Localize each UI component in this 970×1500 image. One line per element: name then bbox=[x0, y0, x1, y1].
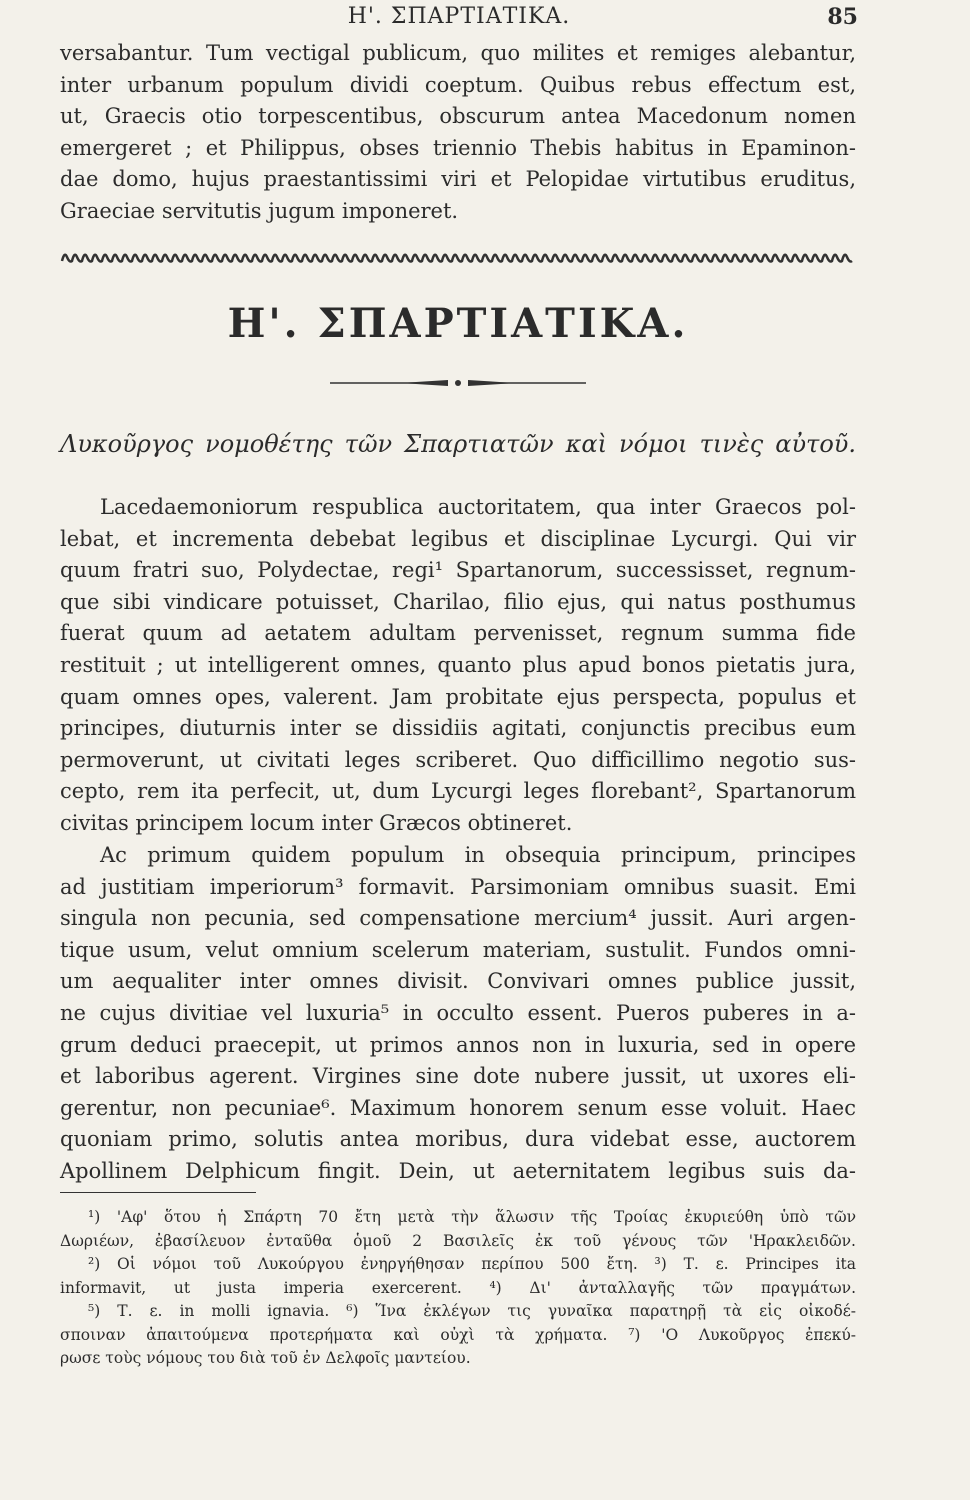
text-line: cepto, rem ita perfecit, ut, dum Lycurgi leges florebant², Spartanorum bbox=[60, 779, 856, 804]
text-line: ad justitiam imperiorum³ formavit. Parsimoniam omnibus suasit. Emi bbox=[60, 874, 856, 899]
text-line: que sibi vindicare potuisset, Charilao, filio ejus, qui natus posthumus bbox=[60, 589, 856, 614]
footnotes bbox=[60, 1206, 856, 1371]
text-line: quum fratri suo, Polydectae, regi¹ Spartanorum, successisset, regnum- bbox=[60, 558, 856, 583]
text-line: civitas principem locum inter Græcos obtineret. bbox=[60, 810, 573, 835]
footnote-line: ²) Οἱ νόμοι τοῦ Λυκούργου ἐνηργήθησαν περίπου 500 ἔτη. ³) Τ. ε. Principes ita bbox=[88, 1255, 856, 1273]
section-subtitle: Λυκοῦργος νομοθέτης τῶν Σπαρτιατῶν καὶ νόμοι τινὲς αὐτοῦ. bbox=[60, 430, 856, 458]
footnote-line: ρωσε τοὺς νόμους του διὰ τοῦ ἐν Δελφοῖς μαντείου. bbox=[60, 1349, 471, 1367]
text-line: singula non pecunia, sed compensatione mercium⁴ jussit. Auri argen- bbox=[60, 906, 856, 931]
footnote-rule bbox=[60, 1192, 256, 1193]
text-line: Ac primum quidem populum in obsequia principum, principes bbox=[100, 843, 856, 867]
text-line: Graeciae servitutis jugum imponeret. bbox=[60, 198, 459, 223]
text-line: versabantur. Tum vectigal publicum, quo milites et remiges alebantur, bbox=[60, 41, 856, 65]
wavy-ornament-divider bbox=[60, 245, 856, 271]
running-head-title: Η'. ΣΠΑΡΤΙΑΤΙΚΑ. bbox=[347, 4, 571, 29]
body-paragraph-2 bbox=[60, 840, 856, 1188]
text-line: Lacedaemoniorum respublica auctoritatem, qua inter Graecos pol- bbox=[100, 495, 856, 519]
page-number: 85 bbox=[827, 4, 858, 30]
footnote-line: ¹) 'Αφ' ὅτου ἡ Σπάρτη 70 ἔτη μετὰ τὴν ἅλωσιν τῆς Τροίας ἐκυριεύθη ὑπὸ τῶν bbox=[88, 1208, 856, 1226]
text-line: ut, Graecis otio torpescentibus, obscurum antea Macedonum nomen bbox=[60, 104, 856, 129]
text-line: tique usum, velut omnium scelerum materiam, sustulit. Fundos omni- bbox=[60, 937, 856, 962]
text-line: gerentur, non pecuniae⁶. Maximum honorem senum esse voluit. Haec bbox=[60, 1095, 856, 1120]
top-paragraph bbox=[60, 38, 856, 228]
text-line: um aequaliter inter omnes divisit. Convivari omnes publice jussit, bbox=[60, 969, 856, 994]
text-line: restituit ; ut intelligerent omnes, quanto plus apud bonos pietatis jura, bbox=[60, 652, 856, 677]
footnote-line: Δωριέων, ἐβασίλευον ἐνταῦθα ὁμοῦ 2 Βασιλεῖς ἐκ τοῦ γένους τῶν 'Ηρακλειδῶν. bbox=[60, 1231, 856, 1250]
text-line: Apollinem Delphicum fingit. Dein, ut aeternitatem legibus suis da- bbox=[60, 1158, 856, 1183]
text-line: quam omnes opes, valerent. Jam probitate ejus perspecta, populus et bbox=[60, 684, 856, 709]
section-title: Η'. ΣΠΑΡΤΙΑΤΙΚΑ. bbox=[227, 300, 689, 347]
text-line: dae domo, hujus praestantissimi viri et Pelopidae virtutibus eruditus, bbox=[60, 167, 856, 192]
text-line: quoniam primo, solutis antea moribus, dura videbat esse, auctorem bbox=[60, 1127, 856, 1152]
text-line: permoverunt, ut civitati leges scriberet. Quo difficillimo negotio sus- bbox=[60, 747, 856, 772]
text-line: inter urbanum populum dividi coeptum. Quibus rebus effectum est, bbox=[60, 72, 856, 97]
footnote-line: informavit, ut justa imperia exercerent. ⁴) Δι' ἀνταλλαγῆς τῶν πραγμάτων. bbox=[60, 1278, 856, 1297]
running-head bbox=[60, 4, 858, 32]
text-line: fuerat quum ad aetatem adultam pervenisset, regnum summa fide bbox=[60, 621, 856, 646]
text-line: ne cujus divitiae vel luxuria⁵ in occulto essent. Pueros puberes in a- bbox=[60, 1000, 856, 1025]
text-line: lebat, et incrementa debebat legibus et disciplinae Lycurgi. Qui vir bbox=[60, 526, 856, 551]
title-ornament-rule bbox=[330, 374, 586, 386]
body-paragraph-1 bbox=[60, 492, 856, 840]
text-line: principes, diuturnis inter se dissidiis agitati, conjunctis precibus eum bbox=[60, 716, 856, 741]
footnote-line: σποιναν ἀπαιτούμενα προτερήματα καὶ οὐχὶ τὰ χρήματα. ⁷) 'Ο Λυκοῦργος ἐπεκύ- bbox=[60, 1325, 856, 1344]
text-line: grum deduci praecepit, ut primos annos non in luxuria, sed in opere bbox=[60, 1032, 856, 1057]
text-line: emergeret ; et Philippus, obses triennio Thebis habitus in Epaminon- bbox=[60, 135, 856, 160]
footnote-line: ⁵) Τ. ε. in molli ignavia. ⁶) Ἵνα ἐκλέγων τις γυναῖκα παρατηρῇ τὰ εἰς οἰκοδέ- bbox=[88, 1302, 856, 1320]
text-line: et laboribus agerent. Virgines sine dote nubere jussit, ut uxores eli- bbox=[60, 1064, 856, 1089]
